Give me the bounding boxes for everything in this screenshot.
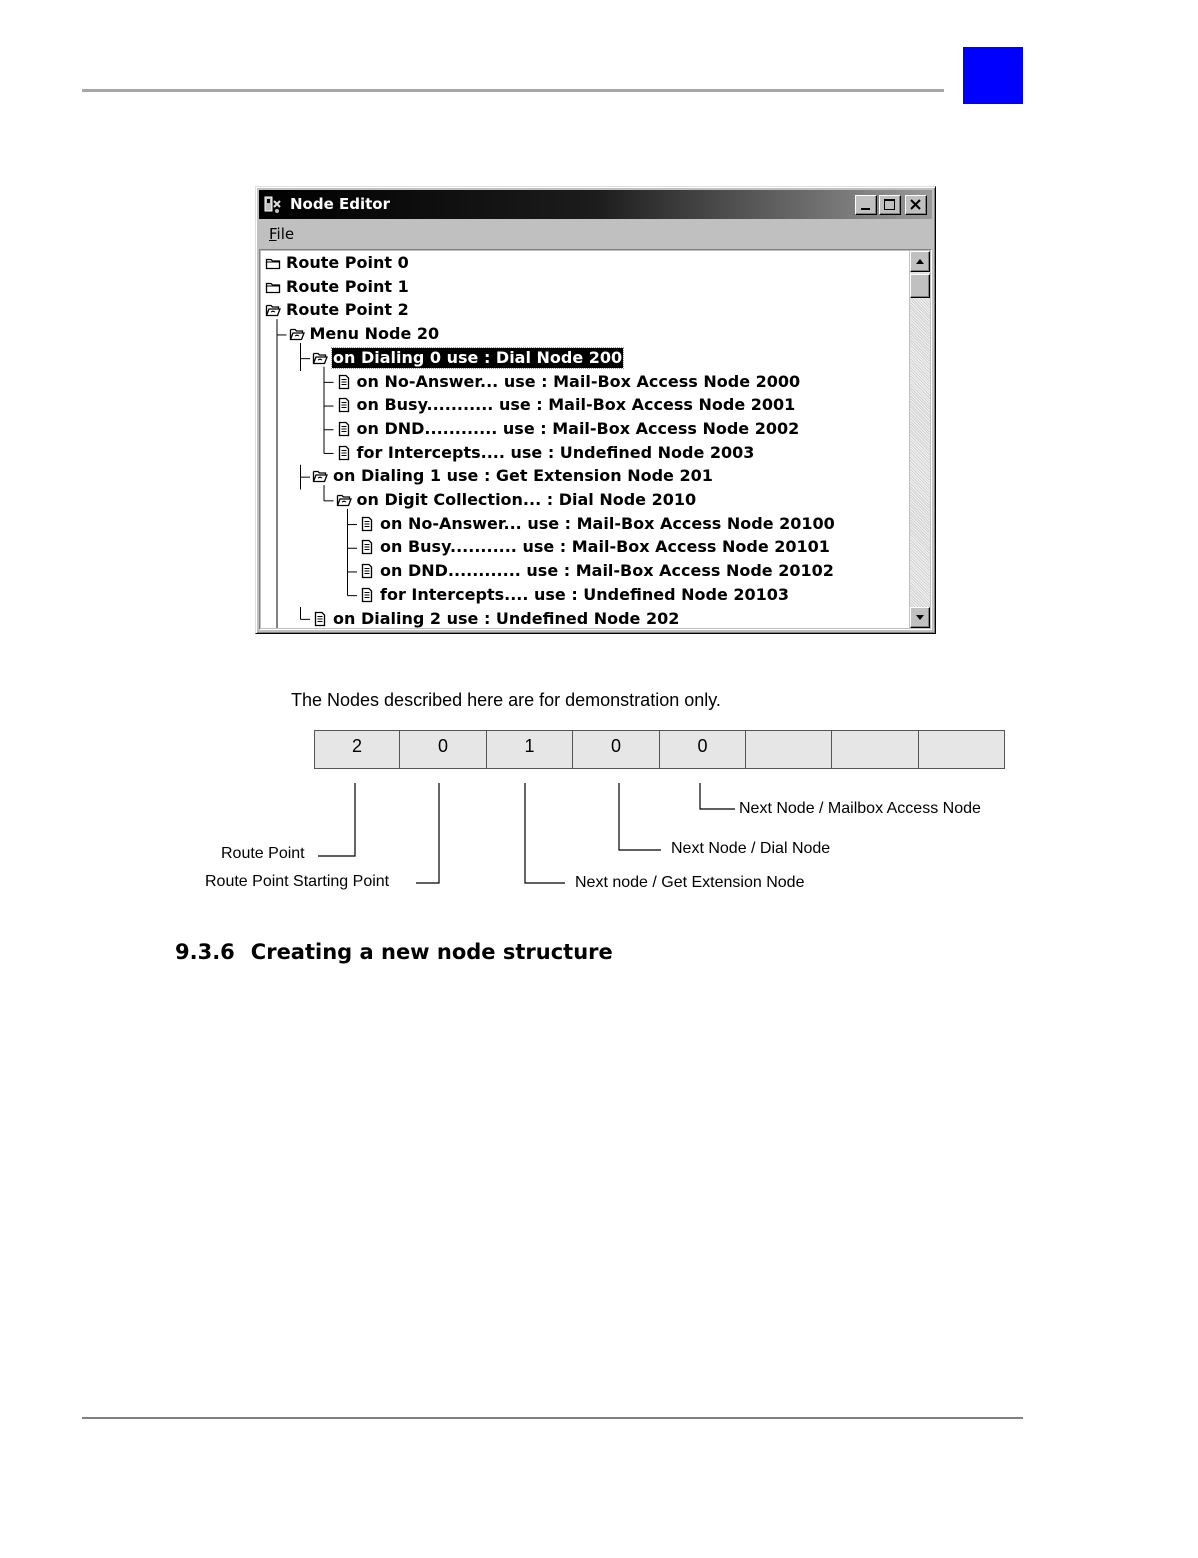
tree-item-label: for Intercepts.... use : Undefined Node 2003 (356, 442, 755, 462)
tree-item-label: on Dialing 0 use : Dial Node 200 (333, 347, 623, 367)
tree-item-label: Menu Node 20 (309, 324, 440, 344)
tree-item-label: for Intercepts.... use : Undefined Node 20103 (380, 584, 790, 604)
tree-item-label: on Dialing 2 use : Undefined Node 202 (333, 608, 680, 628)
callout-route-point: Route Point (221, 845, 305, 862)
folder-open-icon (336, 492, 352, 508)
tree-item-label: on No-Answer... use : Mail-Box Access Node 20100 (380, 513, 835, 533)
window-title: Node Editor (290, 195, 390, 213)
tree-item-label: Route Point 1 (286, 276, 409, 296)
title-bar[interactable] (259, 190, 932, 219)
menu-file[interactable] (269, 225, 294, 243)
scroll-down-button[interactable] (910, 607, 930, 628)
document-icon (359, 539, 375, 555)
scroll-thumb[interactable] (910, 274, 930, 298)
document-icon (336, 421, 352, 437)
digit-cell: 1 (487, 731, 573, 768)
callout-mailbox-access-node: Next Node / Mailbox Access Node (739, 800, 981, 817)
folder-closed-icon (265, 279, 281, 295)
folder-closed-icon (265, 255, 281, 271)
figure-caption: The Nodes described here are for demonstration only. (291, 690, 721, 710)
tree-item-label: on Digit Collection... : Dial Node 2010 (356, 490, 697, 509)
folder-open-icon (312, 468, 328, 484)
document-icon (336, 397, 352, 413)
section-title: Creating a new node structure (250, 940, 613, 964)
arrow-down-icon (911, 608, 929, 627)
tree-item-label: on DND............ use : Mail-Box Access Node 20102 (380, 561, 834, 581)
header-rule (82, 89, 944, 92)
maximize-button[interactable] (879, 195, 901, 215)
maximize-icon (880, 196, 900, 214)
folder-open-icon (289, 326, 305, 342)
digit-cell: 0 (400, 731, 487, 768)
node-tree[interactable] (261, 251, 909, 628)
callout-route-point-start: Route Point Starting Point (205, 873, 390, 890)
tree-item-label: Route Point 2 (286, 300, 409, 320)
minimize-button[interactable] (855, 195, 877, 215)
minimize-icon (856, 196, 876, 214)
close-icon (906, 196, 926, 214)
digit-cell: 0 (660, 731, 746, 768)
document-icon (312, 611, 328, 627)
document-icon (359, 587, 375, 603)
section-heading (175, 938, 613, 966)
chapter-tab (963, 47, 1023, 104)
tree-frame (259, 249, 932, 630)
folder-open-icon (265, 302, 281, 318)
tree-item-label: on No-Answer... use : Mail-Box Access Node 2000 (356, 371, 801, 391)
digit-cell: 0 (573, 731, 660, 768)
tree-item-label: on Busy........... use : Mail-Box Access Node 20101 (380, 537, 830, 557)
document-icon (359, 516, 375, 532)
document-icon (336, 445, 352, 461)
tree-item-label: on Dialing 1 use : Get Extension Node 201 (333, 466, 713, 486)
digit-cell: 2 (315, 731, 400, 768)
arrow-up-icon (911, 252, 929, 271)
menu-bar (259, 221, 932, 247)
tree-item-label: on DND............ use : Mail-Box Access Node 2002 (356, 418, 800, 438)
document-icon (359, 563, 375, 579)
tree-item-label: Route Point 0 (286, 253, 409, 272)
app-icon (263, 195, 283, 215)
node-number-digits (314, 730, 1005, 769)
vertical-scrollbar[interactable] (910, 251, 930, 628)
digit-cell (746, 731, 832, 768)
scroll-up-button[interactable] (910, 251, 930, 272)
menu-file-rest: ile (276, 225, 295, 243)
node-editor-window (255, 186, 936, 634)
close-button[interactable] (905, 195, 927, 215)
digit-cell (832, 731, 919, 768)
callout-dial-node: Next Node / Dial Node (671, 840, 831, 857)
footer-rule (82, 1417, 1023, 1419)
tree-item-label: on Busy........... use : Mail-Box Access Node 2001 (356, 395, 796, 415)
folder-open-icon (312, 350, 328, 366)
digit-cell (919, 731, 1004, 768)
menu-file-mnemonic: F (269, 225, 277, 243)
document-icon (336, 374, 352, 390)
section-number: 9.3.6 (175, 940, 235, 964)
callout-get-extension-node: Next node / Get Extension Node (575, 874, 805, 891)
